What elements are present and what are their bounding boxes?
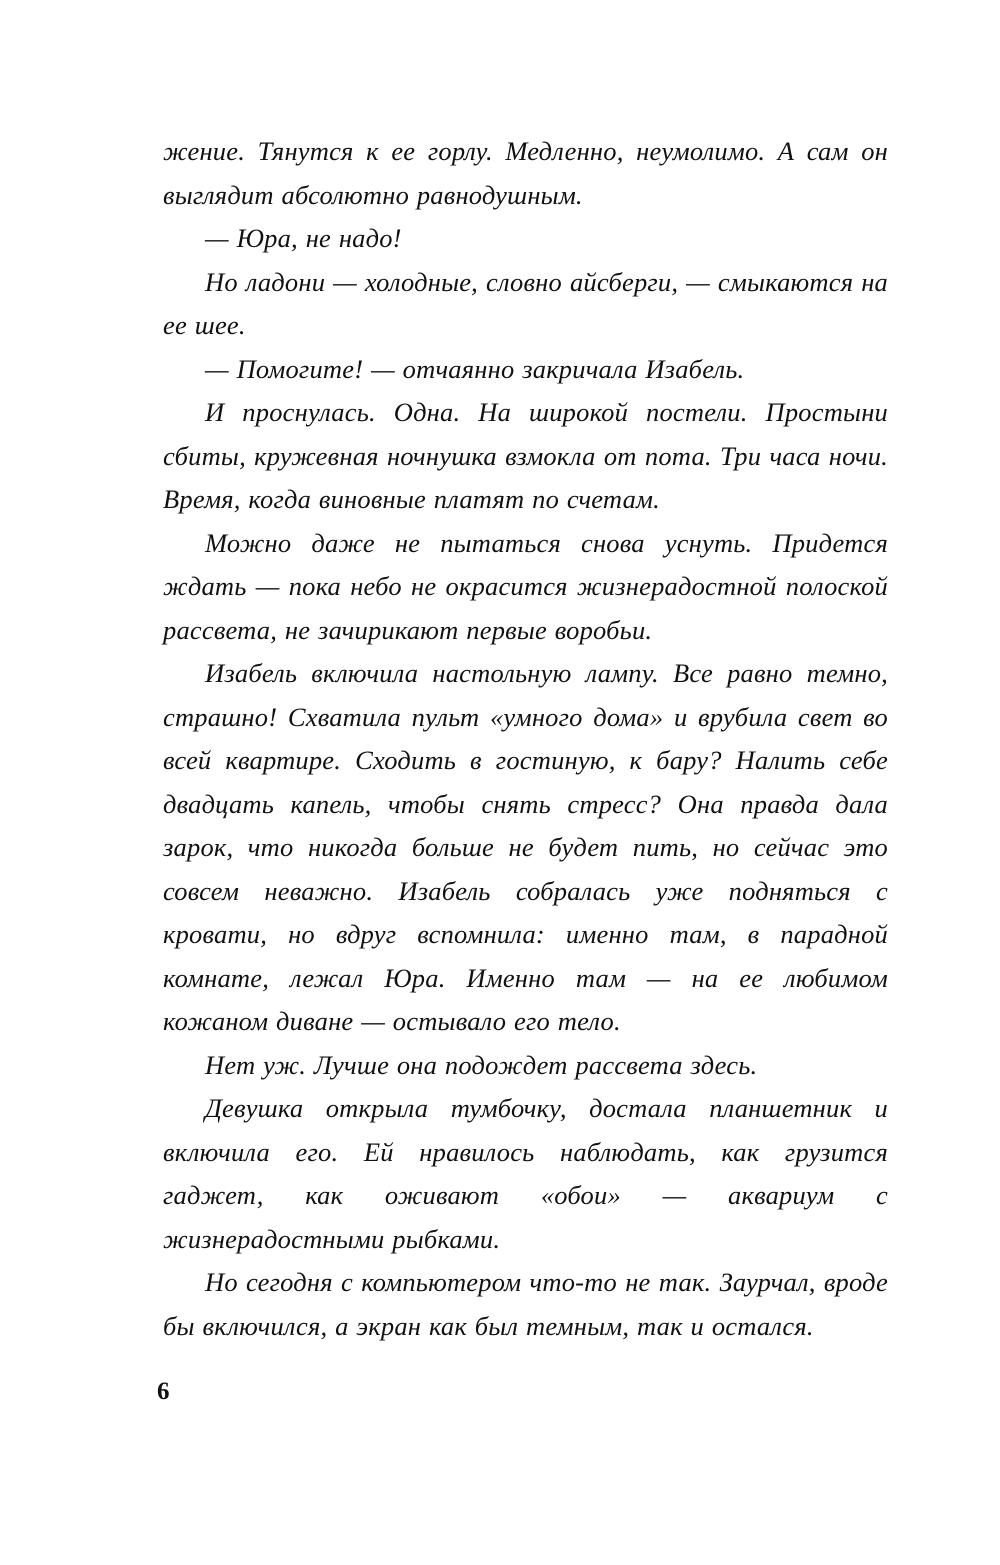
paragraph: Нет уж. Лучше она подождет рассвета здесь. (205, 1049, 758, 1080)
paragraph: Можно даже не пытаться снова уснуть. Придется ждать — пока небо не окрасится жизнерадостной полоской рассвета, не зачирикают первые воробьи. (163, 527, 888, 645)
page-number: 6 (157, 1378, 170, 1405)
paragraph: Изабель включила настольную лампу. Все равно темно, страшно! Схватила пульт «умного дома» и врубила свет во всей квартире. Сходить в гостиную, к бару? Налить себе двадцать капель, чтобы снять стресс? Она правда дала зарок, что никогда больше не будет пить, но сейчас это совсем неважно. Изабель собралась уже подняться с кровати, но вдруг вспомнила: именно там, в парадной комнате, лежал Юра. Именно там — на ее любимом кожаном диване — остывало его тело. (163, 658, 888, 1036)
paragraph: Но ладони — холодные, словно айсберги, — смыкаются на ее шее. (163, 266, 888, 340)
paragraph: жение. Тянутся к ее горлу. Медленно, неумолимо. А сам он выглядит абсолютно равнодушным. (163, 136, 888, 210)
paragraph: Девушка открыла тумбочку, достала планшетник и включила его. Ей нравилось наблюдать, как грузится гаджет, как оживают «обои» — аквариум с жизнерадостными рыбками. (163, 1093, 888, 1254)
paragraph: И проснулась. Одна. На широкой постели. Простыни сбиты, кружевная ночнушка взмокла от пота. Три часа ночи. Время, когда виновные платят по счетам. (163, 397, 888, 514)
body-text-column (163, 130, 888, 1348)
paragraph: Но сегодня с компьютером что-то не так. Заурчал, вроде бы включился, а экран как был темным, так и остался. (163, 1267, 888, 1341)
paragraph: — Помогите! — отчаянно закричала Изабель. (205, 353, 745, 384)
paragraph: — Юра, не надо! (205, 223, 402, 253)
